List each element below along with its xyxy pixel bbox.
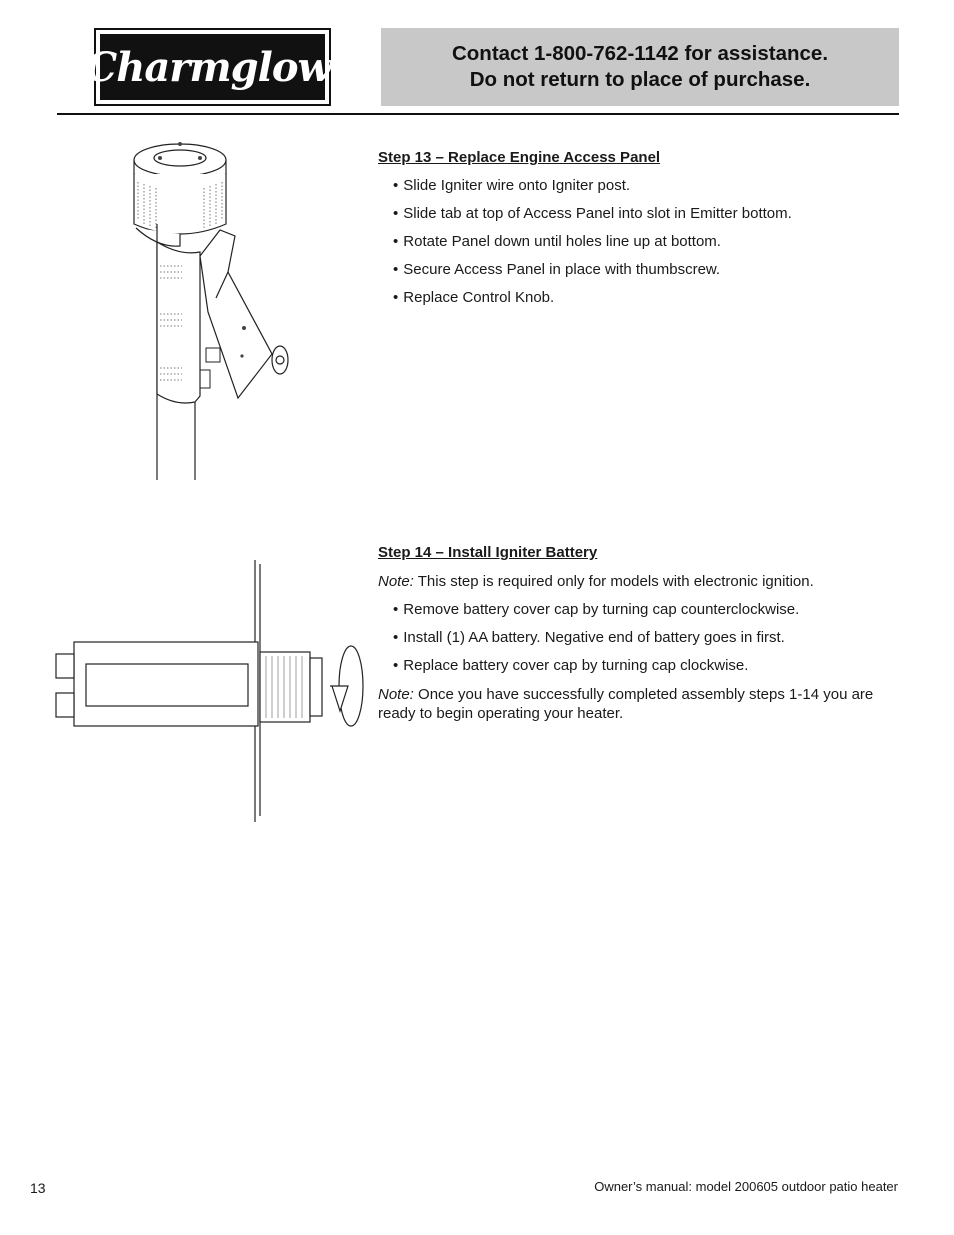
step13-bullet: • Secure Access Panel in place with thumbscrew. [393,261,898,279]
contact-return-line: Do not return to place of purchase. [469,68,811,91]
manual-title: Owner’s manual: model 200605 outdoor patio heater [594,1179,898,1194]
contact-banner [381,28,899,106]
step13-bullet: • Slide Igniter wire onto Igniter post. [393,177,898,195]
step14-bullet: • Replace battery cover cap by turning cap clockwise. [393,657,898,675]
step13-section [378,149,898,317]
step13-bullet: • Replace Control Knob. [393,289,898,307]
charmglow-logo [85,28,340,106]
step13-title: Step 13 – Replace Engine Access Panel [378,149,661,166]
step14-title: Step 14 – Install Igniter Battery [378,544,598,561]
step14-illustration [54,556,370,826]
step14-bullet: • Install (1) AA battery. Negative end of battery goes in first. [393,629,898,647]
step13-bullet: • Slide tab at top of Access Panel into slot in Emitter bottom. [393,205,898,223]
step14-bullet: • Remove battery cover cap by turning cap counterclockwise. [393,601,898,619]
note-text: Once you have successfully completed assembly steps 1-14 you are ready to begin operating your heater. [378,686,874,722]
logo-wordmark: Charmglow [85,43,331,91]
step14-note-ignition [378,572,898,591]
page-number: 13 [30,1180,46,1196]
header-divider [57,113,899,115]
registered-mark: ® [332,73,340,83]
note-text: This step is required only for models with electronic ignition. [413,573,814,590]
step14-section [378,544,898,733]
logo-plate [85,34,340,100]
note-label: Note: [378,573,414,590]
step14-note-complete [378,685,898,723]
step13-bullet: • Rotate Panel down until holes line up at bottom. [393,233,898,251]
note-label: Note: [378,686,414,703]
contact-phone-line: Contact 1-800-762-1142 for assistance. [451,42,829,65]
step13-illustration [120,132,310,484]
